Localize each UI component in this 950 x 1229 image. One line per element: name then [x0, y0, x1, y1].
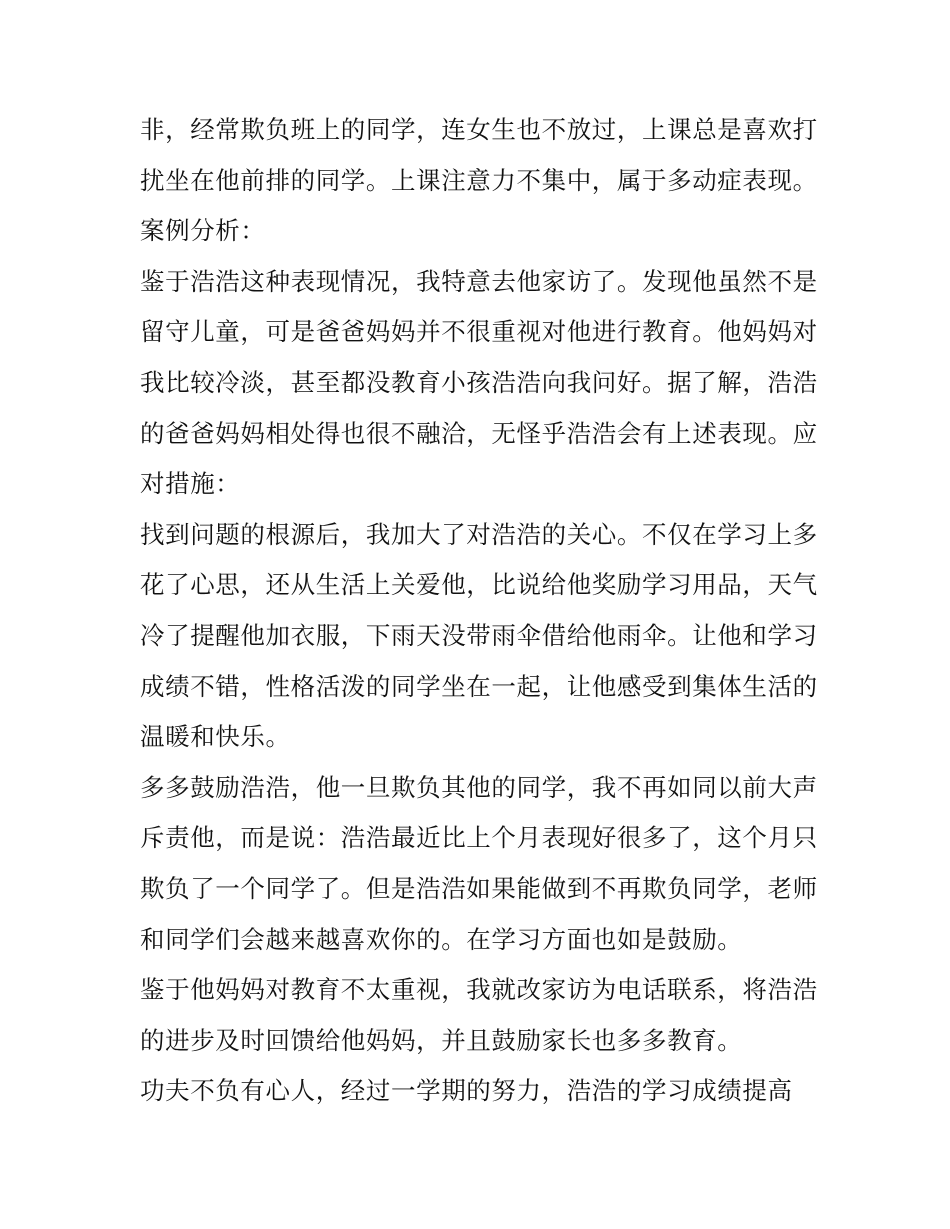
text-line: 的爸爸妈妈相处得也很不融洽，无怪乎浩浩会有上述表现。应 [140, 418, 818, 448]
text-line: 我比较冷淡，甚至都没教育小孩浩浩向我问好。据了解，浩浩 [140, 367, 818, 397]
text-line: 冷了提醒他加衣服，下雨天没带雨伞借给他雨伞。让他和学习 [140, 620, 818, 650]
text-line: 温暖和快乐。 [140, 722, 291, 752]
text-line: 的进步及时回馈给他妈妈，并且鼓励家长也多多教育。 [140, 1025, 743, 1055]
text-line: 扰坐在他前排的同学。上课注意力不集中，属于多动症表现。 [140, 165, 818, 195]
text-line: 留守儿童，可是爸爸妈妈并不很重视对他进行教育。他妈妈对 [140, 317, 818, 347]
text-line: 找到问题的根源后，我加大了对浩浩的关心。不仅在学习上多 [140, 519, 818, 549]
text-line: 功夫不负有心人，经过一学期的努力，浩浩的学习成绩提高 [140, 1076, 793, 1106]
text-line: 花了心思，还从生活上关爱他，比说给他奖励学习用品，天气 [140, 570, 818, 600]
text-line: 成绩不错，性格活泼的同学坐在一起，让他感受到集体生活的 [140, 671, 818, 701]
text-line: 鉴于浩浩这种表现情况，我特意去他家访了。发现他虽然不是 [140, 266, 818, 296]
text-line: 对措施： [140, 469, 241, 499]
text-line: 斥责他，而是说：浩浩最近比上个月表现好很多了，这个月只 [140, 823, 818, 853]
text-line: 欺负了一个同学了。但是浩浩如果能做到不再欺负同学，老师 [140, 873, 818, 903]
text-line: 和同学们会越来越喜欢你的。在学习方面也如是鼓励。 [140, 924, 743, 954]
text-line: 鉴于他妈妈对教育不太重视，我就改家访为电话联系，将浩浩 [140, 975, 818, 1005]
section-heading-case-analysis: 案例分析： [140, 216, 266, 246]
text-line: 多多鼓励浩浩，他一旦欺负其他的同学，我不再如同以前大声 [140, 772, 818, 802]
document-body [140, 105, 820, 1117]
text-line: 非，经常欺负班上的同学，连女生也不放过，上课总是喜欢打 [140, 115, 818, 144]
